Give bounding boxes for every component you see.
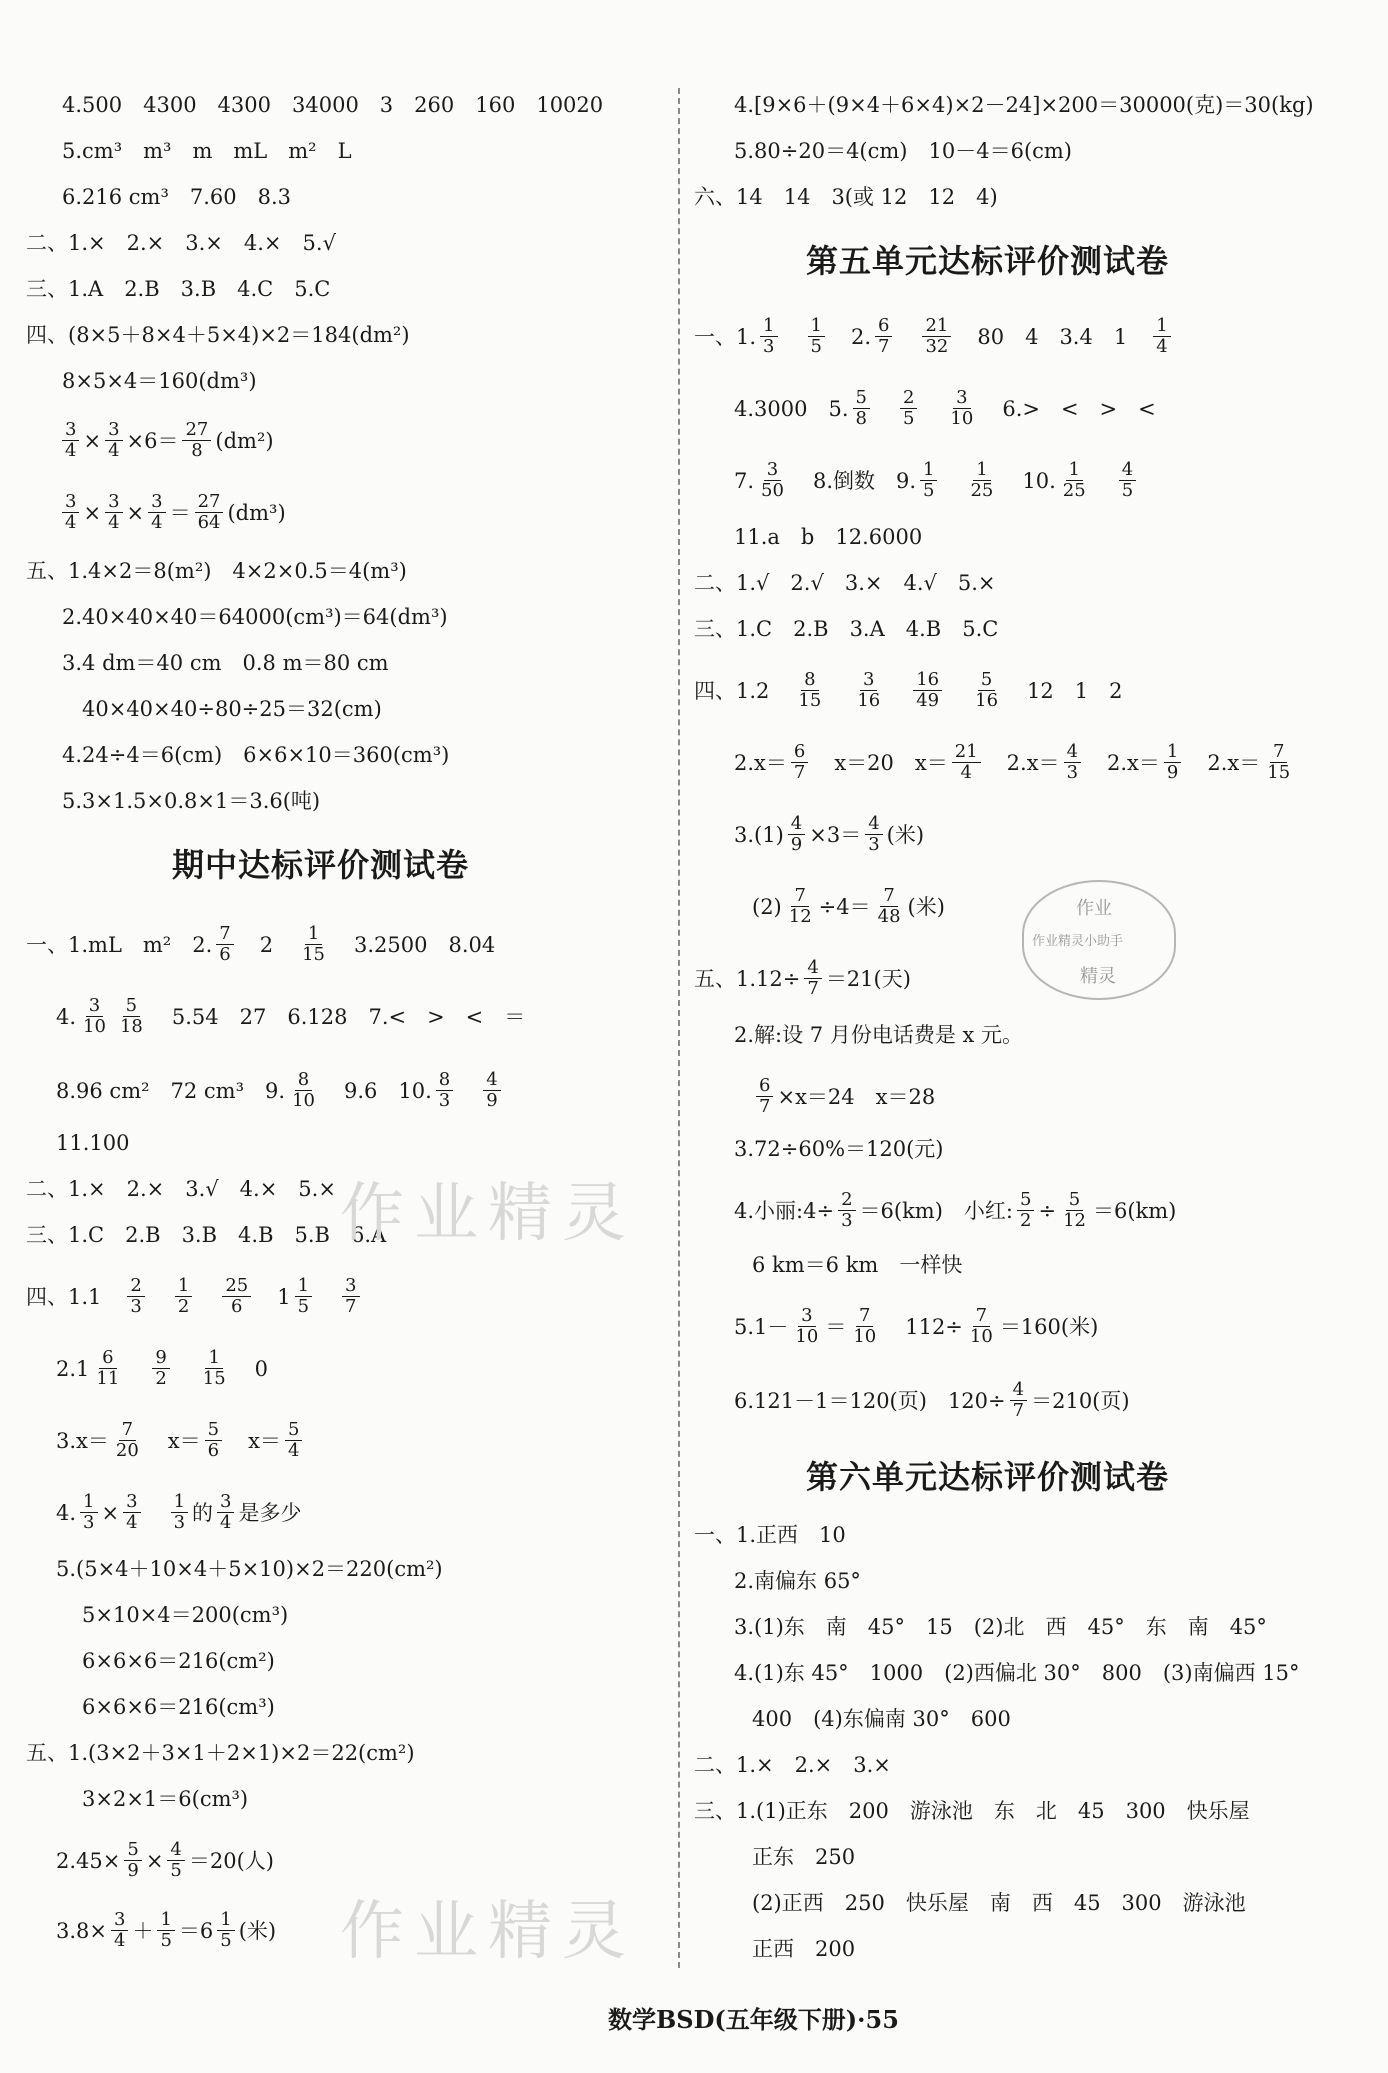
fraction: $\frac{7}{20}$: [115, 1419, 139, 1461]
page-footer: 数学BSD(五年级下册)·55: [608, 2005, 899, 2034]
answer-line: 三、1.A 2.B 3.B 4.C 5.C: [26, 277, 331, 301]
answer-line: 3.8× $\frac{3}{4}$ ＋ $\frac{1}{5}$ ＝6 $\frac{1}{5}$ (米): [56, 1909, 277, 1951]
answer-line: 四、1.2 $\frac{8}{15}$ $\frac{3}{16}$ $\frac{16}{49}$ $\frac{5}{16}$ 12 1 2: [694, 669, 1123, 711]
fraction: $\frac{8}{3}$: [436, 1070, 453, 1111]
answer-line: 五、1.4×2＝8(m²) 4×2×0.5＝4(m³): [26, 559, 407, 583]
fraction: $\frac{1}{15}$: [202, 1347, 226, 1389]
answer-line: 5.80÷20＝4(cm) 10－4＝6(cm): [734, 139, 1072, 163]
answer-line: (2) $\frac{7}{12}$ ÷4＝ $\frac{7}{48}$ (米): [752, 885, 945, 927]
stamp-logo: 作业 作业精灵小助手 精灵: [1022, 880, 1176, 1000]
answer-line: 4.(1)东 45° 1000 (2)西偏北 30° 800 (3)南偏西 15°: [734, 1661, 1300, 1685]
fraction: $\frac{1}{4}$: [1153, 316, 1170, 357]
fraction: $\frac{3}{10}$: [950, 387, 974, 429]
answer-line: 4.3000 5. $\frac{5}{8}$ $\frac{2}{5}$ $\frac{3}{10}$ 6.> < > <: [734, 387, 1156, 429]
fraction: $\frac{4}{7}$: [804, 958, 821, 999]
fraction: $\frac{5}{8}$: [853, 388, 870, 429]
fraction: $\frac{6}{7}$: [756, 1076, 773, 1117]
fraction: $\frac{6}{7}$: [791, 742, 808, 783]
fraction: $\frac{9}{2}$: [152, 1348, 169, 1389]
fraction: $\frac{1}{15}$: [302, 923, 325, 965]
answer-line: 3×2×1＝6(cm³): [82, 1787, 249, 1811]
answer-line: 四、1.1 $\frac{2}{3}$ $\frac{1}{2}$ $\frac{25}{6}$ 1 $\frac{1}{5}$ $\frac{3}{7}$: [26, 1276, 364, 1317]
answer-line: 7. $\frac{3}{50}$ 8.倒数 9. $\frac{1}{5}$ $\frac{1}{25}$ 10. $\frac{1}{25}$ $\frac{4}{5}$: [734, 460, 1140, 501]
answer-line: 二、1.√ 2.√ 3.× 4.√ 5.×: [694, 571, 996, 595]
fraction: $\frac{1}{3}$: [760, 316, 777, 357]
answer-line: 2.解:设 7 月份电话费是 x 元。: [734, 1023, 1024, 1047]
fraction: $\frac{3}{4}$: [123, 1492, 140, 1533]
answer-line: 三、1.C 2.B 3.A 4.B 5.C: [694, 617, 999, 641]
fraction: $\frac{7}{10}$: [853, 1305, 877, 1347]
answer-line: 5.1－ $\frac{3}{10}$ ＝ $\frac{7}{10}$ 112÷ $\frac{7}{10}$ ＝160(米): [734, 1305, 1099, 1347]
answer-line: 三、1.(1)正东 200 游泳池 东 北 45 300 快乐屋: [694, 1799, 1250, 1823]
fraction: $\frac{1}{5}$: [157, 1910, 174, 1951]
fraction: $\frac{1}{5}$: [295, 1276, 312, 1317]
answer-line: 3.72÷60%＝120(元): [734, 1137, 944, 1161]
answer-line: 一、1.mL m² 2. $\frac{7}{6}$ 2 $\frac{1}{15}$ 3.2500 8.04: [26, 923, 496, 965]
answer-line: 3.(1) $\frac{4}{9}$ ×3＝ $\frac{4}{3}$ (米): [734, 813, 925, 855]
answer-line: 三、1.C 2.B 3.B 4.B 5.B 6.A: [26, 1223, 387, 1247]
fraction: $\frac{1}{3}$: [171, 1492, 188, 1533]
answer-line: 6.121－1＝120(页) 120÷ $\frac{4}{7}$ ＝210(页): [734, 1379, 1130, 1421]
fraction: $\frac{1}{2}$: [175, 1276, 192, 1317]
answer-line: 4.[9×6＋(9×4＋6×4)×2－24]×200＝30000(克)＝30(kg): [734, 93, 1314, 117]
fraction: $\frac{3}{7}$: [342, 1276, 359, 1317]
fraction: $\frac{7}{10}$: [969, 1305, 993, 1347]
answer-line: 四、(8×5＋8×4＋5×4)×2＝184(dm²): [26, 323, 410, 347]
answer-line: 4. $\frac{1}{3}$ × $\frac{3}{4}$ $\frac{1}{3}$ 的 $\frac{3}{4}$ 是多少: [56, 1491, 302, 1533]
fraction: $\frac{3}{4}$: [111, 1910, 128, 1951]
column-divider: [678, 88, 680, 1968]
answer-line: $\frac{6}{7}$ × x＝24 x＝28: [752, 1076, 935, 1117]
answer-line: 4.24÷4＝6(cm) 6×6×10＝360(cm³): [62, 743, 450, 767]
fraction: $\frac{1}{25}$: [970, 459, 994, 501]
answer-line: 正西 200: [752, 1937, 856, 1961]
answer-line: $\frac{3}{4}$ × $\frac{3}{4}$ × $\frac{3}{4}$ ＝ $\frac{27}{64}$ (dm³): [58, 492, 286, 533]
fraction: $\frac{27}{64}$: [195, 492, 224, 533]
fraction: $\frac{4}{9}$: [483, 1070, 500, 1111]
fraction: $\frac{1}{9}$: [1164, 742, 1181, 783]
fraction: $\frac{3}{4}$: [105, 420, 122, 461]
answer-line: 40×40×40÷80÷25＝32(cm): [82, 697, 382, 721]
fraction: $\frac{5}{6}$: [205, 1420, 222, 1461]
answer-line: 5.cm³ m³ m mL m² L: [62, 139, 352, 163]
fraction: $\frac{6}{7}$: [875, 316, 892, 357]
fraction: $\frac{27}{8}$: [182, 420, 211, 461]
answer-line: (2)正西 250 快乐屋 南 西 45 300 游泳池: [752, 1891, 1246, 1915]
fraction: $\frac{5}{16}$: [975, 669, 999, 711]
answer-line: 2.1 $\frac{6}{11}$ $\frac{9}{2}$ $\frac{1}{15}$ 0: [56, 1347, 269, 1389]
fraction: $\frac{7}{15}$: [1267, 741, 1291, 783]
fraction: $\frac{8}{10}$: [292, 1069, 315, 1111]
answer-line: 8×5×4＝160(dm³): [62, 369, 257, 393]
fraction: $\frac{8}{15}$: [798, 669, 822, 711]
fraction: $\frac{5}{12}$: [1063, 1189, 1086, 1231]
fraction: $\frac{2}{5}$: [900, 388, 917, 429]
answer-line: $\frac{3}{4}$ × $\frac{3}{4}$ ×6＝ $\frac{27}{8}$ (dm²): [58, 420, 274, 461]
fraction: $\frac{21}{32}$: [922, 316, 951, 357]
answer-line: 5.3×1.5×0.8×1＝3.6(吨): [62, 789, 321, 813]
answer-line: 正东 250: [752, 1845, 856, 1869]
fraction: $\frac{7}{6}$: [216, 924, 233, 965]
answer-line: 4.小丽:4÷ $\frac{2}{3}$ ＝6(km) 小红: $\frac{5}{2}$ ÷ $\frac{5}{12}$ ＝6(km): [734, 1189, 1177, 1231]
answer-line: 2.x＝ $\frac{6}{7}$ x＝20 x＝ $\frac{21}{4}$ 2.x＝ $\frac{4}{3}$ 2.x＝ $\frac{1}{9}$ 2.x＝ $\frac{7}{15}$: [734, 742, 1297, 783]
answer-line: 3.(1)东 南 45° 15 (2)北 西 45° 东 南 45°: [734, 1615, 1267, 1639]
section-title: 期中达标评价测试卷: [172, 846, 470, 884]
answer-line: 6.216 cm³ 7.60 8.3: [62, 185, 292, 209]
answer-line: 二、1.× 2.× 3.√ 4.× 5.×: [26, 1177, 336, 1201]
fraction: $\frac{7}{48}$: [877, 885, 901, 927]
answer-line: 5.(5×4＋10×4＋5×10)×2＝220(cm²): [56, 1557, 443, 1581]
fraction: $\frac{5}{4}$: [285, 1420, 302, 1461]
answer-line: 2.45× $\frac{5}{9}$ × $\frac{4}{5}$ ＝20(人): [56, 1839, 274, 1881]
fraction: $\frac{5}{18}$: [119, 995, 143, 1037]
fraction: $\frac{5}{9}$: [124, 1840, 141, 1881]
answer-line: 6×6×6＝216(cm²): [82, 1649, 275, 1673]
fraction: $\frac{3}{4}$: [148, 492, 165, 533]
fraction: $\frac{6}{11}$: [96, 1347, 120, 1389]
answer-line: 4. $\frac{3}{10}$ $\frac{5}{18}$ 5.54 27 6.128 7.< > < ＝: [56, 995, 526, 1037]
answer-line: 11.100: [56, 1131, 130, 1155]
answer-line: 3.x＝ $\frac{7}{20}$ x＝ $\frac{5}{6}$ x＝ $\frac{5}{4}$: [56, 1420, 306, 1461]
answer-line: 2.南偏东 65°: [734, 1569, 861, 1593]
fraction: $\frac{4}{9}$: [788, 814, 805, 855]
answer-line: 二、1.× 2.× 3.×: [694, 1753, 891, 1777]
answer-line: 一、1. $\frac{1}{3}$ $\frac{1}{5}$ 2. $\frac{6}{7}$ $\frac{21}{32}$ 80 4 3.4 1 $\frac{1}{4}$: [694, 316, 1175, 357]
answer-line: 一、1.正西 10: [694, 1523, 846, 1547]
fraction: $\frac{3}{4}$: [62, 420, 79, 461]
answer-line: 3.4 dm＝40 cm 0.8 m＝80 cm: [62, 651, 389, 675]
answer-line: 五、1.(3×2＋3×1＋2×1)×2＝22(cm²): [26, 1741, 415, 1765]
fraction: $\frac{1}{5}$: [808, 316, 825, 357]
answer-line: 2.40×40×40＝64000(cm³)＝64(dm³): [62, 605, 448, 629]
fraction: $\frac{21}{4}$: [952, 742, 981, 783]
answer-line: 5×10×4＝200(cm³): [82, 1603, 289, 1627]
fraction: $\frac{2}{3}$: [127, 1276, 144, 1317]
answer-line: 五、1.12÷ $\frac{4}{7}$ ＝21(天): [694, 957, 911, 999]
fraction: $\frac{5}{2}$: [1017, 1190, 1034, 1231]
watermark: 作业精灵: [340, 1895, 636, 1969]
fraction: $\frac{3}{50}$: [761, 459, 784, 501]
fraction: $\frac{3}{16}$: [857, 669, 881, 711]
answer-line: 4.500 4300 4300 34000 3 260 160 10020: [62, 93, 604, 117]
answer-line: 六、14 14 3(或 12 12 4): [694, 185, 998, 209]
fraction: $\frac{3}{10}$: [83, 995, 106, 1037]
fraction: $\frac{2}{3}$: [838, 1190, 855, 1231]
fraction: $\frac{7}{12}$: [788, 885, 812, 927]
answer-line: 6×6×6＝216(cm³): [82, 1695, 275, 1719]
fraction: $\frac{4}{3}$: [1064, 742, 1081, 783]
answer-line: 二、1.× 2.× 3.× 4.× 5.√: [26, 231, 336, 255]
fraction: $\frac{4}{7}$: [1010, 1380, 1027, 1421]
section-title: 第五单元达标评价测试卷: [806, 242, 1170, 280]
fraction: $\frac{25}{6}$: [222, 1276, 251, 1317]
fraction: $\frac{1}{5}$: [920, 460, 937, 501]
fraction: $\frac{4}{3}$: [865, 814, 882, 855]
fraction: $\frac{3}{4}$: [105, 492, 122, 533]
answer-line: 8.96 cm² 72 cm³ 9. $\frac{8}{10}$ 9.6 10. $\frac{8}{3}$ $\frac{4}{9}$: [56, 1070, 505, 1111]
answer-line: 6 km＝6 km 一样快: [752, 1253, 963, 1277]
answer-line: 400 (4)东偏南 30° 600: [752, 1707, 1011, 1731]
fraction: $\frac{1}{25}$: [1062, 459, 1086, 501]
fraction: $\frac{1}{5}$: [217, 1910, 234, 1951]
fraction: $\frac{16}{49}$: [913, 670, 942, 711]
fraction: $\frac{4}{5}$: [167, 1840, 184, 1881]
section-title: 第六单元达标评价测试卷: [806, 1458, 1170, 1496]
fraction: $\frac{4}{5}$: [1119, 460, 1136, 501]
watermark: 作业精灵: [340, 1177, 636, 1251]
answer-line: 11.a b 12.6000: [734, 525, 923, 549]
fraction: $\frac{3}{4}$: [217, 1492, 234, 1533]
fraction: $\frac{1}{3}$: [80, 1492, 97, 1533]
fraction: $\frac{3}{10}$: [795, 1305, 819, 1347]
fraction: $\frac{3}{4}$: [62, 492, 79, 533]
